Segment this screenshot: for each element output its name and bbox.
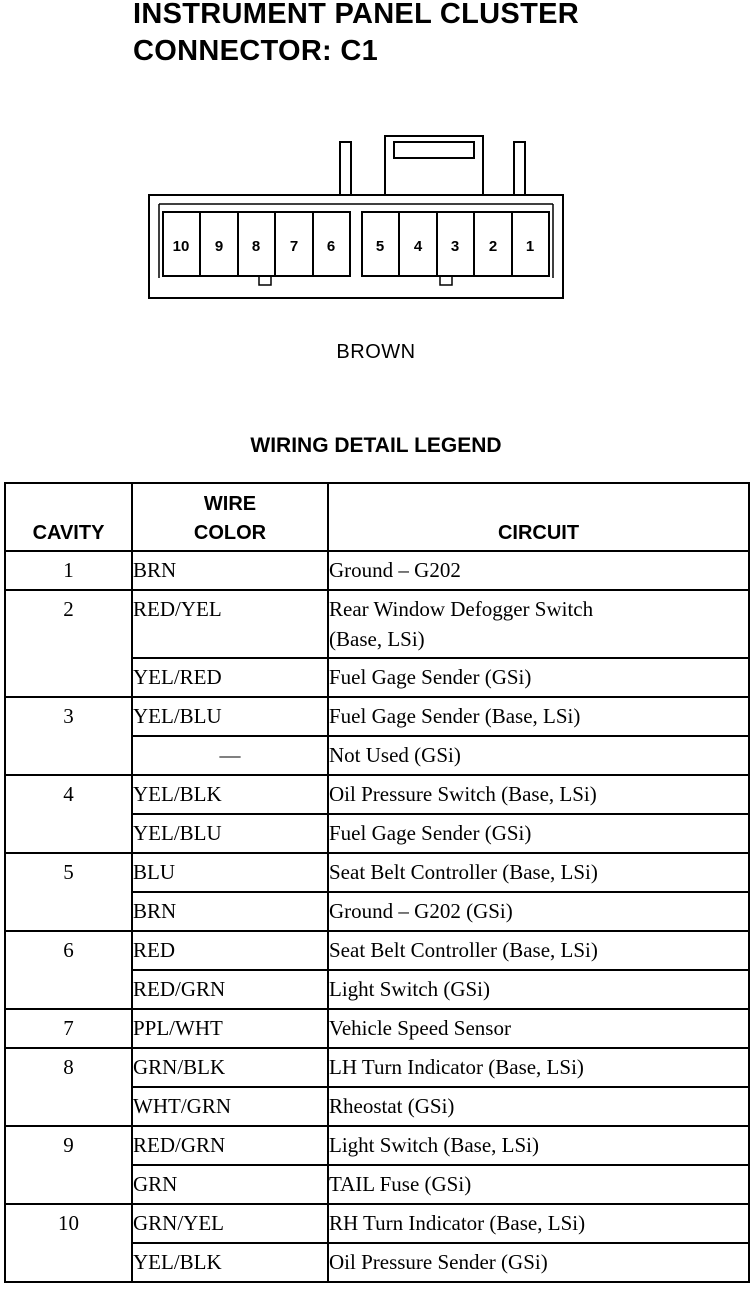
wire-color-cell: RED/YEL: [132, 590, 328, 658]
header-cavity: CAVITY: [5, 483, 132, 551]
cavity-cell: 1: [5, 551, 132, 590]
pin-label-2: 2: [488, 238, 498, 255]
wiring-legend-table: [4, 482, 750, 1283]
wire-color-cell: GRN: [132, 1165, 328, 1204]
pin-label-7: 7: [289, 238, 299, 255]
cavity-cell: 6: [5, 931, 132, 1009]
circuit-cell: Ground – G202 (GSi): [328, 892, 749, 931]
cavity-cell: 2: [5, 590, 132, 697]
header-wire-color: [132, 483, 328, 551]
pin-label-8: 8: [251, 238, 261, 255]
circuit-cell: Seat Belt Controller (Base, LSi): [328, 931, 749, 970]
wire-color-cell: GRN/BLK: [132, 1048, 328, 1087]
wire-color-cell: PPL/WHT: [132, 1009, 328, 1048]
table-row: [5, 1204, 749, 1243]
circuit-cell: Light Switch (Base, LSi): [328, 1126, 749, 1165]
wire-color-cell: BRN: [132, 892, 328, 931]
circuit-cell: Oil Pressure Sender (GSi): [328, 1243, 749, 1282]
circuit-cell: Not Used (GSi): [328, 736, 749, 775]
cavity-cell: 7: [5, 1009, 132, 1048]
pin-label-6: 6: [326, 238, 336, 255]
header-wire-line-1: WIRE: [203, 493, 257, 515]
pin-label-9: 9: [214, 238, 224, 255]
table-header-row: [5, 483, 749, 551]
circuit-cell: Vehicle Speed Sensor: [328, 1009, 749, 1048]
connector-key-right: [440, 276, 452, 285]
circuit-cell: [328, 590, 749, 658]
wire-color-cell: RED/GRN: [132, 1126, 328, 1165]
circuit-cell: Fuel Gage Sender (Base, LSi): [328, 697, 749, 736]
table-row: [5, 775, 749, 814]
wire-color-cell: WHT/GRN: [132, 1087, 328, 1126]
circuit-cell: TAIL Fuse (GSi): [328, 1165, 749, 1204]
connector-right-latch: [514, 142, 525, 195]
circuit-cell: Oil Pressure Switch (Base, LSi): [328, 775, 749, 814]
circuit-cell: RH Turn Indicator (Base, LSi): [328, 1204, 749, 1243]
pin-label-5: 5: [375, 238, 385, 255]
circuit-cell: Light Switch (GSi): [328, 970, 749, 1009]
circuit-cell: Fuel Gage Sender (GSi): [328, 658, 749, 697]
table-row: [5, 697, 749, 736]
wire-color-cell: YEL/BLK: [132, 775, 328, 814]
circuit-cell: Rheostat (GSi): [328, 1087, 749, 1126]
cavity-cell: 8: [5, 1048, 132, 1126]
wire-color-cell: YEL/BLK: [132, 1243, 328, 1282]
cavity-cell: 10: [5, 1204, 132, 1282]
wire-color-cell: YEL/BLU: [132, 697, 328, 736]
cavity-cell: 5: [5, 853, 132, 931]
circuit-line-1: Rear Window Defogger Switch: [329, 597, 594, 621]
wire-color-cell: YEL/BLU: [132, 814, 328, 853]
pin-label-10: 10: [172, 238, 190, 255]
connector-lock-slot: [394, 142, 474, 158]
connector-lock-tab: [385, 136, 483, 195]
pin-label-3: 3: [450, 238, 460, 255]
pin-label-4: 4: [413, 238, 423, 255]
wire-color-cell: RED: [132, 931, 328, 970]
table-row: [5, 1126, 749, 1165]
table-row: [5, 1009, 749, 1048]
wire-color-cell: RED/GRN: [132, 970, 328, 1009]
title-line-1: INSTRUMENT PANEL CLUSTER: [133, 0, 579, 30]
circuit-cell: LH Turn Indicator (Base, LSi): [328, 1048, 749, 1087]
cavity-cell: 4: [5, 775, 132, 853]
table-row: [5, 590, 749, 658]
header-wire-line-2: COLOR: [193, 522, 267, 544]
wire-color-cell: —: [132, 736, 328, 775]
pin-label-1: 1: [525, 238, 535, 255]
wire-color-cell: BLU: [132, 853, 328, 892]
cavity-cell: 9: [5, 1126, 132, 1204]
table-row: [5, 931, 749, 970]
circuit-cell: Fuel Gage Sender (GSi): [328, 814, 749, 853]
connector-housing: [149, 195, 563, 298]
title-line-2: CONNECTOR: C1: [133, 35, 379, 67]
connector-drawing: [0, 0, 752, 310]
cavity-cell: 3: [5, 697, 132, 775]
connector-left-latch: [340, 142, 351, 195]
circuit-line-2: (Base, LSi): [329, 627, 425, 651]
circuit-cell: Seat Belt Controller (Base, LSi): [328, 853, 749, 892]
wire-color-cell: GRN/YEL: [132, 1204, 328, 1243]
header-circuit: CIRCUIT: [328, 483, 749, 551]
connector-color-label: BROWN: [336, 341, 416, 363]
legend-title: WIRING DETAIL LEGEND: [250, 434, 502, 457]
table-row: [5, 1048, 749, 1087]
table-row: [5, 551, 749, 590]
wire-color-cell: BRN: [132, 551, 328, 590]
connector-key-left: [259, 276, 271, 285]
circuit-cell: Ground – G202: [328, 551, 749, 590]
table-row: [5, 853, 749, 892]
wire-color-cell: YEL/RED: [132, 658, 328, 697]
